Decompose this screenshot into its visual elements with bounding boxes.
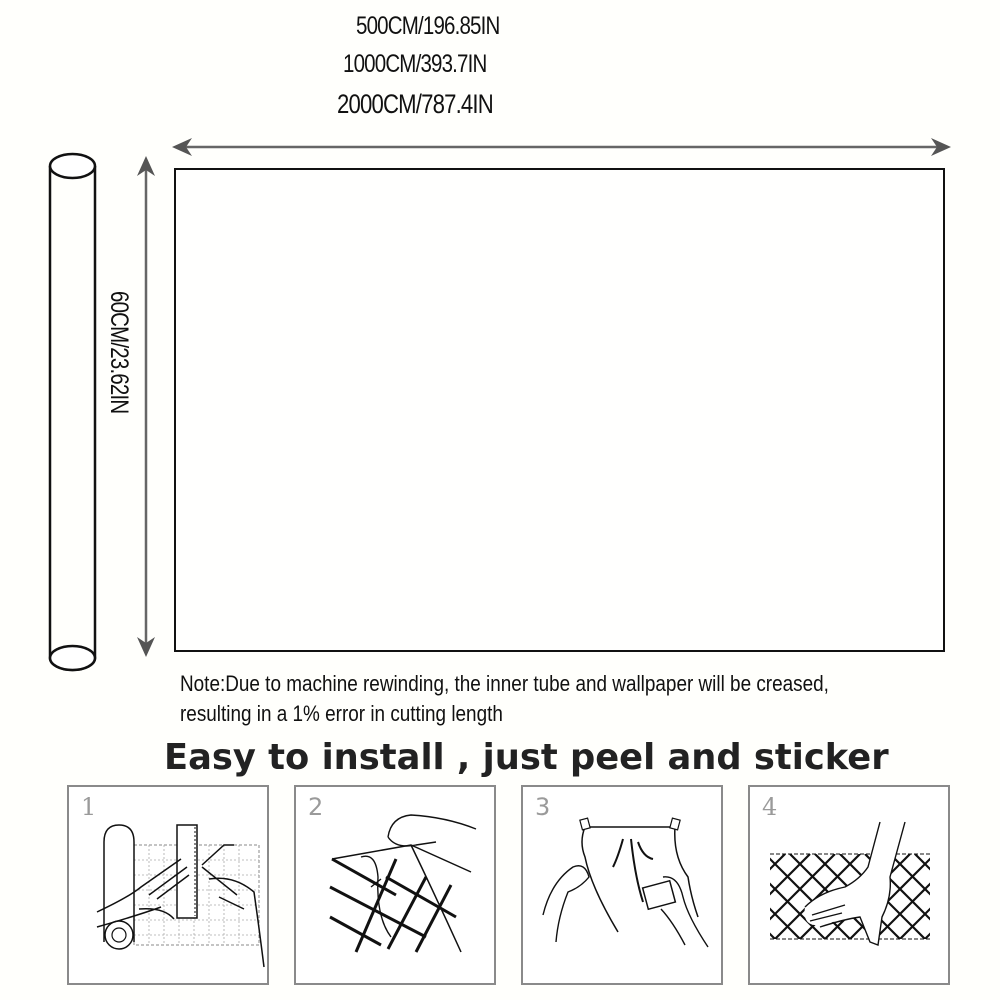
step-panel-1 bbox=[67, 785, 269, 985]
vertical-dimension-arrow-icon bbox=[134, 154, 158, 659]
step-panel-2 bbox=[294, 785, 496, 985]
apply-to-wall-icon bbox=[523, 787, 723, 985]
length-option-500cm: 500CM/196.85IN bbox=[356, 12, 500, 40]
width-label: 60CM/23.62IN bbox=[105, 291, 133, 414]
measure-and-cut-icon bbox=[69, 787, 269, 985]
note-line-1: Note:Due to machine rewinding, the inner tube and wallpaper will be creased, bbox=[180, 671, 829, 696]
roll-tube-icon bbox=[44, 148, 102, 674]
step-number: 4 bbox=[762, 793, 778, 821]
length-option-2000cm: 2000CM/787.4IN bbox=[337, 89, 493, 119]
note-line-2: resulting in a 1% error in cutting length bbox=[180, 701, 503, 726]
step-panel-4 bbox=[748, 785, 950, 985]
peel-backing-icon bbox=[296, 787, 496, 985]
smooth-wallpaper-icon bbox=[750, 787, 950, 985]
step-number: 2 bbox=[308, 793, 324, 821]
horizontal-dimension-arrow-icon bbox=[170, 135, 955, 159]
step-panel-3 bbox=[521, 785, 723, 985]
wallpaper-sheet-outline bbox=[174, 168, 945, 652]
length-option-1000cm: 1000CM/393.7IN bbox=[343, 50, 487, 78]
step-number: 1 bbox=[81, 793, 97, 821]
install-headline: Easy to install , just peel and sticker bbox=[164, 737, 889, 778]
step-number: 3 bbox=[535, 793, 551, 821]
